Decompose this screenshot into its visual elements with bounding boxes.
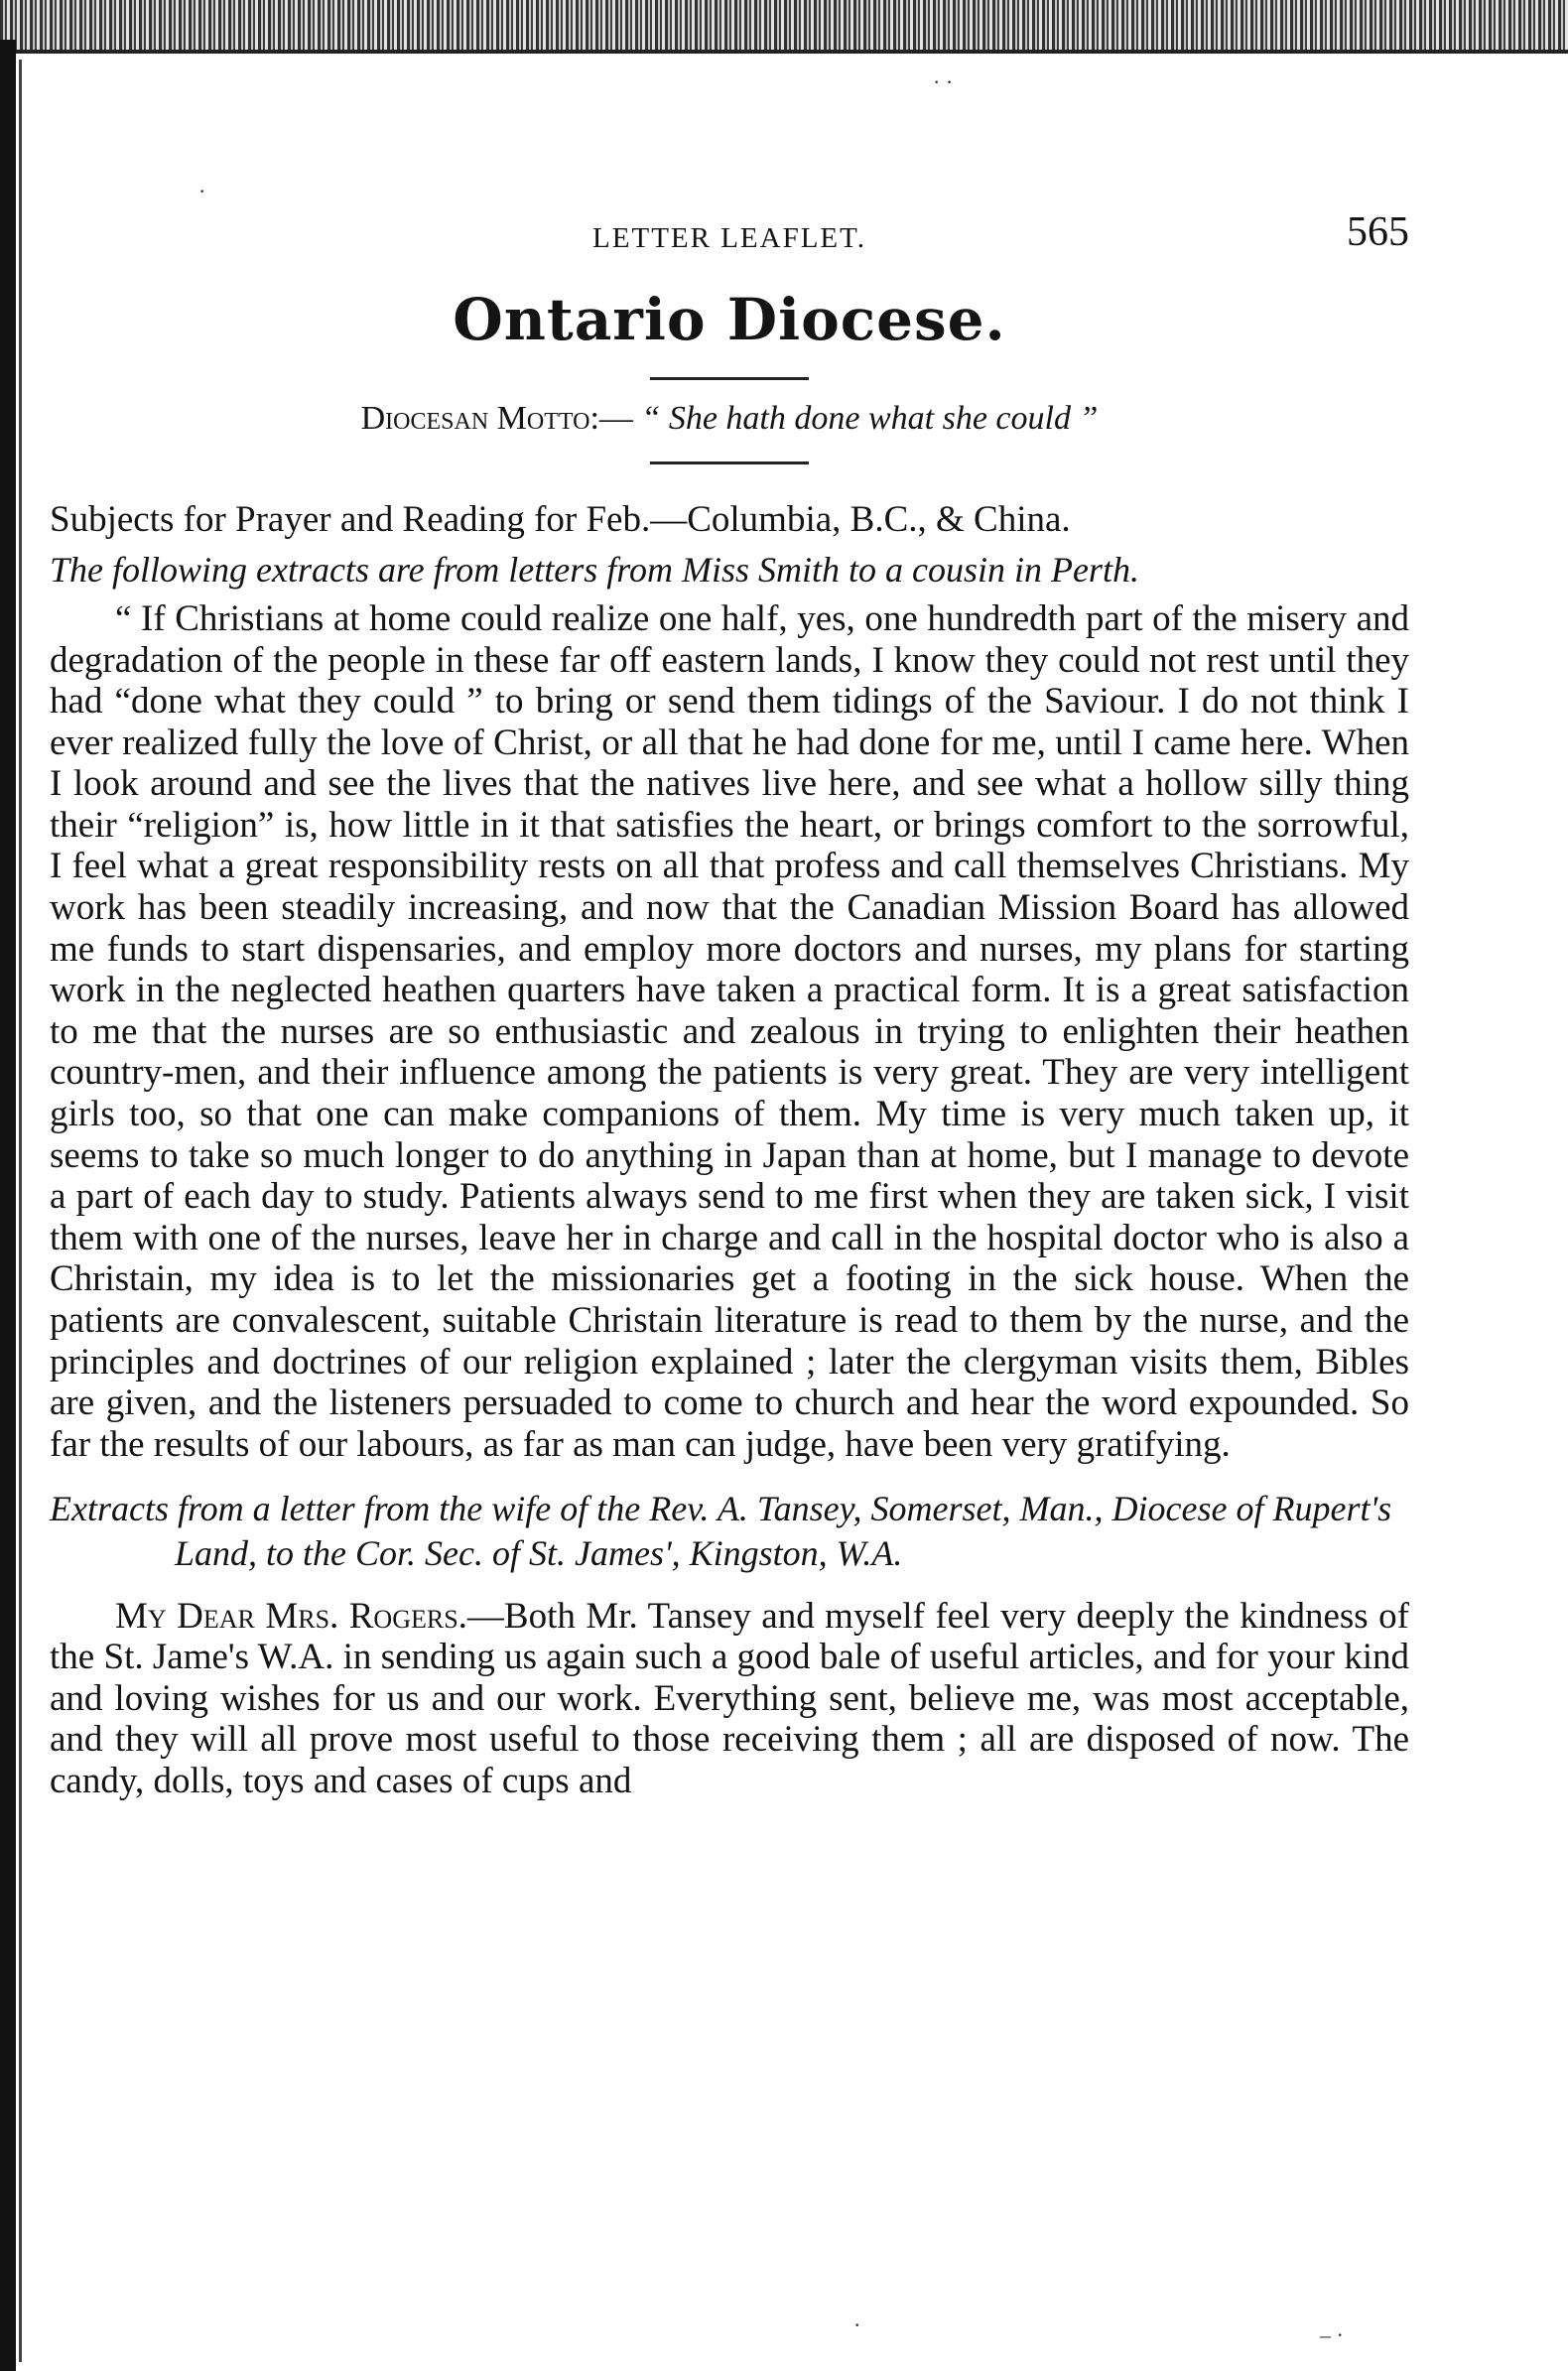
rule-top <box>650 377 809 380</box>
scan-speck: – · <box>1320 2322 1344 2347</box>
rule-bottom <box>650 461 809 464</box>
scan-speck: · <box>198 179 206 203</box>
running-title: LETTER LEAFLET. <box>592 222 866 254</box>
motto-label: Diocesan Motto <box>360 400 590 437</box>
prayer-subjects: Subjects for Prayer and Reading for Feb.—Columbia, B.C., & China. <box>50 499 1071 540</box>
scan-border-top <box>0 0 1568 54</box>
scan-border-left <box>0 40 16 2371</box>
running-head <box>50 208 1409 278</box>
section-heading: Ontario Diocese. <box>453 286 1006 353</box>
motto-quote: “ She hath done what she could ” <box>641 400 1099 437</box>
page-number: 565 <box>1347 209 1409 255</box>
letter-body-2 <box>50 1596 1409 1802</box>
intro-extract-1: The following extracts are from letters from Miss Smith to a cousin in Perth. <box>50 550 1139 590</box>
letter-salutation: My Dear Mrs. Rogers. <box>115 1595 467 1637</box>
letter-body-2-text: —Both Mr. Tansey and myself feel very deeply the kindness of the St. Jame's W.A. in sending us again such a good bale of useful articles, and for your kind and loving wishes for us and our work. Everything sent, believe me, was most acceptable, and they will all prove most useful to those receiving them ; all are disposed of now. The candy, dolls, toys and cases of cups and <box>50 1595 1409 1801</box>
scan-border-top-line <box>0 50 1568 54</box>
scan-speck: · · <box>933 69 954 94</box>
letter-body-1: “ If Christians at home could realize one half, yes, one hundredth part of the misery and degradation of the people in these far off eastern lands, I know they could not rest until they had “done what they could ” to bring or send them tidings of the Saviour. I do not think I ever realized fully the love of Christ, or all that he had done for me, until I came here. When I look around and see the lives that the natives live here, and see what a hollow silly thing their “religion” is, how little in it that satisfies the heart, or brings comfort to the sorrowful, I feel what a great responsibility rests on all that profess and call themselves Christians. My work has been steadily increasing, and now that the Canadian Mission Board has allowed me funds to start dispensaries, and employ more doctors and nurses, my plans for starting work in the neglected heathen quarters have taken a practical form. It is a great satisfaction to me that the nurses are so enthusiastic and zealous in trying to enlighten their heathen country-men, and their influence among the patients is very great. They are very intelligent girls too, so that one can make companions of them. My time is very much taken up, it seems to take so much longer to do anything in Japan than at home, but I manage to devote a part of each day to study. Patients always send to me first when they are taken sick, I visit them with one of the nurses, leave her in charge and call in the hospital doctor who is also a Christain, my idea is to let the missionaries get a footing in the sick house. When the patients are convalescent, suitable Christain literature is read to them by the nurse, and the principles and doctrines of our religion explained ; later the clergyman visits them, Bibles are given, and the listeners persuaded to come to church and hear the word expounded. So far the results of our labours, as far as man can judge, have been very gratifying. <box>50 597 1409 1465</box>
scan-border-left-thin <box>19 60 22 2362</box>
intro-extract-2: Extracts from a letter from the wife of the Rev. A. Tansey, Somerset, Man., Diocese of Rupert's Land, to the Cor. Sec. of St. James', Kingston, W.A. <box>50 1489 1392 1573</box>
motto-separator: :— <box>589 400 633 437</box>
diocesan-motto <box>50 400 1409 438</box>
scan-speck: · <box>853 2312 861 2337</box>
page <box>50 208 1409 1802</box>
